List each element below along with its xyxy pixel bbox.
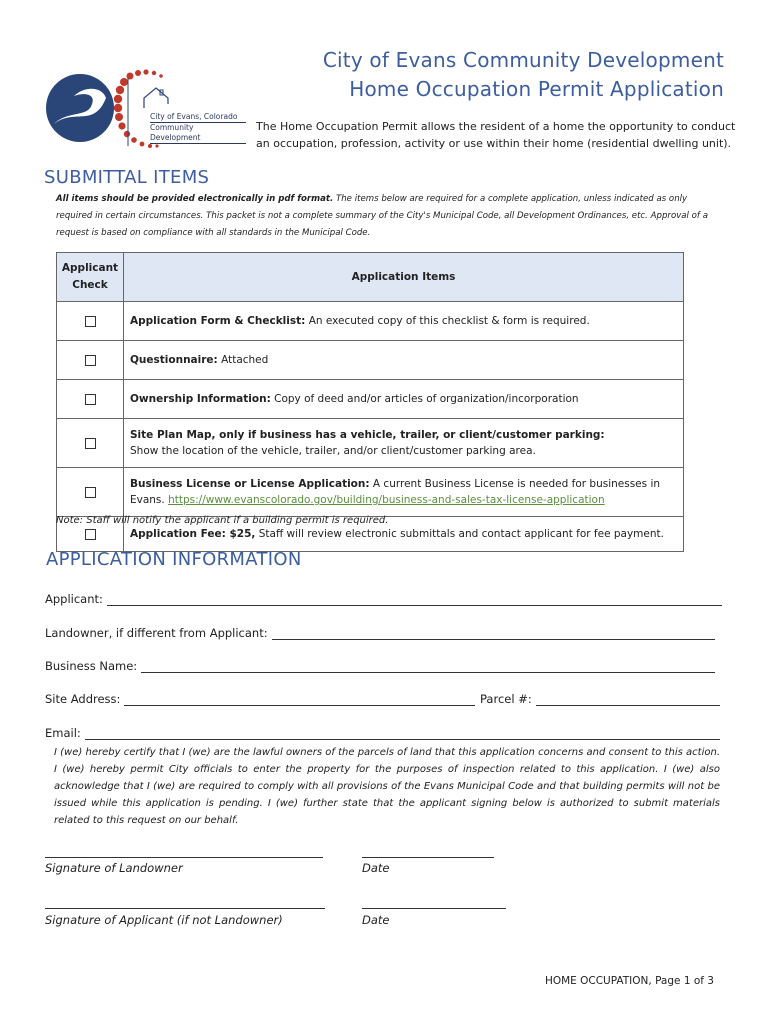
submittal-note-rest: The items below are required for a complete application, unless indicated as only required in certain circumstances. This packet is not a complete summary of the City's Municipal Code, all Development Ordinances, etc. Approval of a request is based on compliance with all standards in the Municipal Code. bbox=[56, 194, 708, 238]
email-input[interactable] bbox=[85, 726, 720, 740]
landowner-field bbox=[45, 626, 715, 640]
email-label: Email: bbox=[45, 726, 81, 740]
applicant-field bbox=[45, 592, 722, 606]
submittal-note bbox=[56, 191, 726, 242]
site-label: Site Address: bbox=[45, 692, 121, 706]
business-field bbox=[45, 659, 715, 673]
col-header-check bbox=[57, 253, 124, 302]
item-bold: Application Fee: $25, bbox=[130, 528, 256, 540]
applicant-date-label: Date bbox=[362, 913, 390, 927]
item-text: A current Business License is needed for businesses in Evans. bbox=[130, 478, 661, 506]
item-text: Copy of deed and/or articles of organization/incorporation bbox=[270, 393, 579, 405]
logo-text bbox=[150, 112, 246, 144]
item-text: Staff will review electronic submittals and contact applicant for fee payment. bbox=[255, 528, 664, 540]
intro-text: The Home Occupation Permit allows the resident of a home the opportunity to conduct an occupation, profession, activity or use within their home (residential dwelling unit). bbox=[256, 120, 736, 150]
checkbox-site-plan[interactable] bbox=[85, 438, 96, 449]
landowner-signature-line[interactable] bbox=[45, 857, 323, 858]
item-bold: Application Form & Checklist: bbox=[130, 315, 306, 327]
item-bold: Ownership Information: bbox=[130, 393, 271, 405]
item-text: An executed copy of this checklist & form is required. bbox=[305, 315, 590, 327]
landowner-input[interactable] bbox=[272, 626, 715, 640]
item-text: Show the location of the vehicle, trailer, and/or client/customer parking area. bbox=[130, 445, 536, 457]
col-header-items: Application Items bbox=[124, 253, 684, 302]
landowner-signature-label: Signature of Landowner bbox=[45, 861, 183, 875]
item-bold: Business License or License Application: bbox=[130, 478, 370, 490]
checkbox-questionnaire[interactable] bbox=[85, 355, 96, 366]
business-label: Business Name: bbox=[45, 659, 138, 673]
site-address-field bbox=[45, 692, 475, 706]
checkbox-application-form[interactable] bbox=[85, 316, 96, 327]
table-row bbox=[57, 419, 684, 468]
applicant-input[interactable] bbox=[107, 592, 722, 606]
applicant-signature-label: Signature of Applicant (if not Landowner) bbox=[45, 913, 283, 927]
item-text: Attached bbox=[217, 354, 269, 366]
table-row bbox=[57, 302, 684, 341]
parcel-field bbox=[480, 692, 720, 706]
applicant-signature-line[interactable] bbox=[45, 908, 325, 909]
title-line1: City of Evans Community Development bbox=[322, 48, 724, 72]
title-line2: Home Occupation Permit Application bbox=[349, 77, 724, 101]
parcel-input[interactable] bbox=[536, 692, 720, 706]
page-footer: HOME OCCUPATION, Page 1 of 3 bbox=[544, 975, 714, 987]
submittal-note-bold: All items should be provided electronically in pdf format. bbox=[56, 194, 334, 204]
application-heading: APPLICATION INFORMATION bbox=[46, 549, 302, 570]
business-input[interactable] bbox=[141, 659, 715, 673]
col-check-line2: Check bbox=[72, 279, 108, 291]
certification-text: I (we) hereby certify that I (we) are the lawful owners of the parcels of land that this application concerns and consent to this action. I (we) hereby permit City officials to enter the property for the purposes of inspection related to this application. I (we) also acknowledge that I (we) are required to comply with all provisions of the Evans Municipal Code and that building permits will not be issued while this application is pending. I (we) further state that the applicant signing below is authorized to submit materials related to this request on our behalf. bbox=[54, 747, 720, 826]
site-address-input[interactable] bbox=[124, 692, 475, 706]
parcel-label: Parcel #: bbox=[480, 692, 532, 706]
logo-line2: Community Development bbox=[150, 122, 246, 144]
submittal-table bbox=[56, 252, 684, 552]
table-row bbox=[57, 380, 684, 419]
table-row bbox=[57, 468, 684, 517]
checkbox-business-license[interactable] bbox=[85, 487, 96, 498]
applicant-label: Applicant: bbox=[45, 592, 103, 606]
license-link[interactable]: https://www.evanscolorado.gov/building/business-and-sales-tax-license-application bbox=[168, 494, 605, 506]
item-bold: Site Plan Map, only if business has a vehicle, trailer, or client/customer parking: bbox=[130, 429, 605, 441]
staff-note: Note: Staff will notify the applicant if a building permit is required. bbox=[56, 515, 389, 526]
landowner-date-line[interactable] bbox=[362, 857, 494, 858]
email-field bbox=[45, 726, 720, 740]
logo-line1: City of Evans, Colorado bbox=[150, 112, 238, 121]
submittal-heading: SUBMITTAL ITEMS bbox=[44, 167, 210, 188]
landowner-date-label: Date bbox=[362, 861, 390, 875]
checkbox-application-fee[interactable] bbox=[85, 529, 96, 540]
table-row bbox=[57, 341, 684, 380]
item-bold: Questionnaire: bbox=[130, 354, 218, 366]
landowner-label: Landowner, if different from Applicant: bbox=[45, 626, 268, 640]
checkbox-ownership[interactable] bbox=[85, 394, 96, 405]
applicant-date-line[interactable] bbox=[362, 908, 506, 909]
col-check-line1: Applicant bbox=[61, 262, 119, 274]
